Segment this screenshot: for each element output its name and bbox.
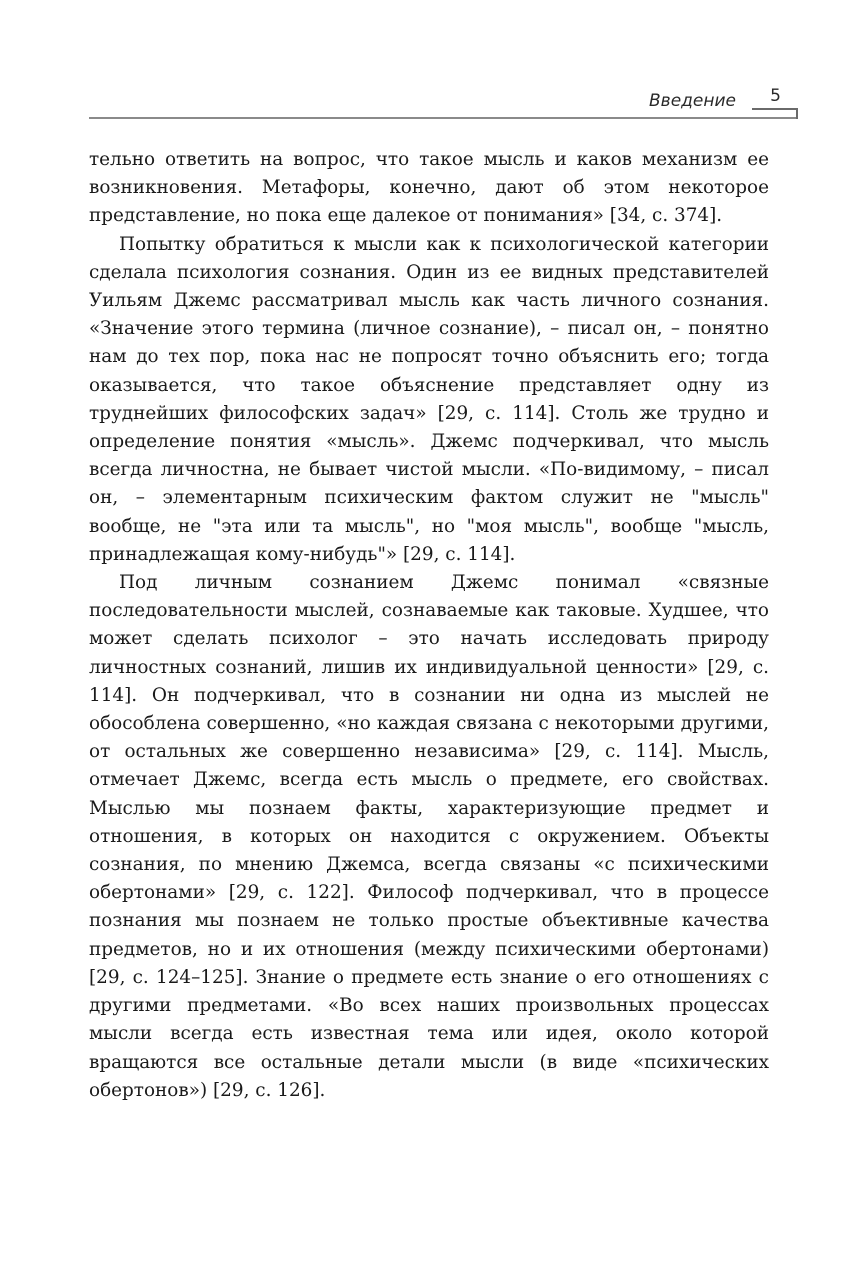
- running-title: Введение: [649, 91, 736, 111]
- page-number: 5: [770, 86, 781, 106]
- paragraph-continuation: тельно ответить на вопрос, что такое мысль и каков механизм ее возникновения. Метафоры, конечно, дают об этом некоторое представление, но пока еще далекое от понимания» [34, с. 374].: [89, 149, 769, 227]
- body-text: [89, 146, 769, 1105]
- page-header: [89, 86, 798, 122]
- paragraph-james-consciousness: Попытку обратиться к мысли как к психологической категории сделала психология сознания. Один из ее видных представителей Уильям Джемс рассматривал мысль как часть личного сознания. «Значение этого термина (личное сознание), – писал он, – понятно нам до тех пор, пока нас не попросят точно объяснить его; тогда оказывается, что такое объяснение представляет одну из труднейших философских задач» [29, с. 114]. Столь же трудно и определение понятия «мысль». Джемс подчеркивал, что мысль всегда личностна, не бывает чистой мысли. «По-видимому, – писал он, – элементарным психическим фактом служит не "мысль" вообще, не "эта или та мысль", но "моя мысль", вообще "мысль, принадлежащая кому-нибудь"» [29, с. 114].: [89, 233, 769, 565]
- header-rule: [89, 117, 798, 119]
- page-number-bracket: [752, 108, 798, 119]
- paragraph-personal-consciousness: Под личным сознанием Джемс понимал «связные последовательности мыслей, сознаваемые как таковые. Худшее, что может сделать психолог – это начать исследовать природу личностных сознаний, лишив их индивидуальной ценности» [29, с. 114]. Он подчеркивал, что в сознании ни одна из мыслей не обособлена совершенно, «но каждая связана с некоторыми другими, от остальных же совершенно независима» [29, с. 114]. Мысль, отмечает Джемс, всегда есть мысль о предмете, его свойствах. Мыслью мы познаем факты, характеризующие предмет и отношения, в которых он находится с окружением. Объекты сознания, по мнению Джемса, всегда связаны «с психическими обертонами» [29, с. 122]. Философ подчеркивал, что в процессе познания мы познаем не только простые объективные качества предметов, но и их отношения (между психическими обертонами) [29, с. 124–125]. Знание о предмете есть знание о его отношениях с другими предметами. «Во всех наших произвольных процессах мысли всегда есть известная тема или идея, около которой вращаются все остальные детали мысли (в виде «психических обертонов») [29, с. 126].: [89, 572, 769, 1101]
